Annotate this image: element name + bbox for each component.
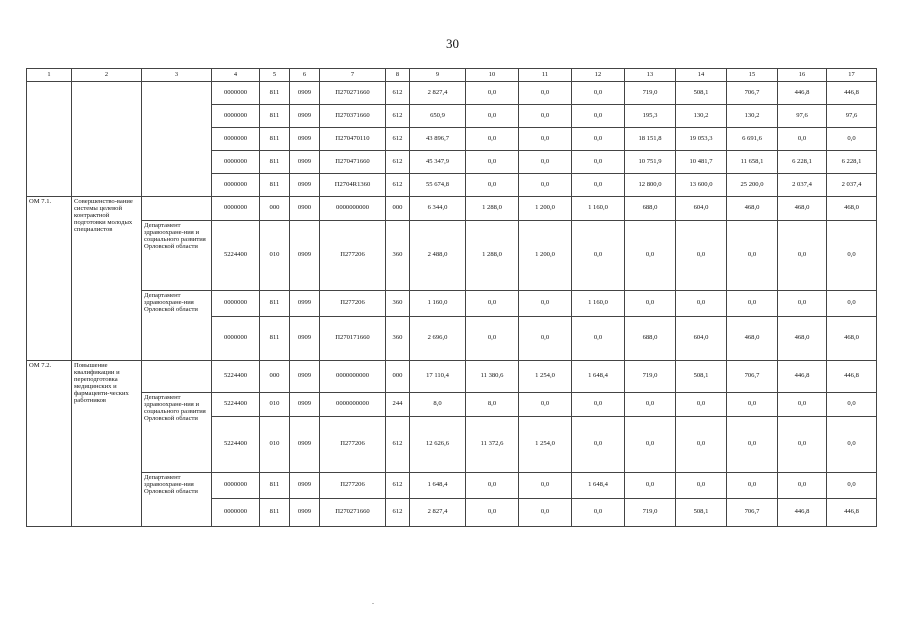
table-cell: 0,0 (778, 473, 827, 499)
table-cell: 0,0 (466, 82, 519, 105)
table-cell: 0,0 (727, 473, 778, 499)
table-cell: 0,0 (466, 174, 519, 197)
table-cell: 1 648,4 (410, 473, 466, 499)
measure-code: ОМ 7.2. (27, 361, 72, 527)
table-cell: П2704R1360 (320, 174, 386, 197)
table-cell: 0909 (290, 417, 320, 473)
table-cell: 446,8 (827, 361, 877, 393)
table-cell: 0,0 (676, 393, 727, 417)
table-cell: 0,0 (466, 128, 519, 151)
table-cell: 612 (386, 151, 410, 174)
column-number: 3 (142, 69, 212, 82)
table-cell: 10 751,9 (625, 151, 676, 174)
table-cell: 446,8 (778, 82, 827, 105)
table-cell: П277206 (320, 473, 386, 499)
table-cell: 0,0 (519, 393, 572, 417)
table-cell: 1 200,0 (519, 221, 572, 291)
table-cell: П270371660 (320, 105, 386, 128)
table-body (27, 69, 877, 527)
table-cell: 0000000 (212, 105, 260, 128)
table-cell: 000 (260, 361, 290, 393)
table-cell: 811 (260, 105, 290, 128)
table-cell: 468,0 (727, 197, 778, 221)
table-cell: 811 (260, 128, 290, 151)
table-cell: 0,0 (778, 417, 827, 473)
table-cell: 508,1 (676, 82, 727, 105)
continued-name-cell (72, 82, 142, 197)
table-cell: 0999 (290, 291, 320, 317)
table-cell: 0,0 (625, 417, 676, 473)
column-number: 15 (727, 69, 778, 82)
table-cell: 0,0 (519, 499, 572, 527)
column-number: 5 (260, 69, 290, 82)
table-cell: 0,0 (519, 317, 572, 361)
table-cell: 468,0 (827, 197, 877, 221)
table-cell: 612 (386, 128, 410, 151)
executor-name: Департамент здравоохране-ния Орловской области (142, 473, 212, 527)
table-cell: 0,0 (519, 473, 572, 499)
table-cell: 0,0 (778, 393, 827, 417)
measure-total-row (27, 361, 877, 393)
table-cell: 0000000 (212, 197, 260, 221)
table-cell: 010 (260, 393, 290, 417)
table-cell: 55 674,8 (410, 174, 466, 197)
table-cell: 97,6 (827, 105, 877, 128)
column-number: 2 (72, 69, 142, 82)
column-number: 13 (625, 69, 676, 82)
table-cell: 0,0 (572, 417, 625, 473)
table-cell: 0,0 (727, 417, 778, 473)
table-cell: 5224400 (212, 393, 260, 417)
table-cell: 1 200,0 (519, 197, 572, 221)
table-cell: 719,0 (625, 82, 676, 105)
measure-name: Повышение квалификации и переподготовка медицинских и фармацевти-ческих работников (72, 361, 142, 527)
table-cell: 0,0 (727, 221, 778, 291)
table-cell: 10 481,7 (676, 151, 727, 174)
table-cell: 0,0 (519, 291, 572, 317)
table-cell: 000 (260, 197, 290, 221)
table-cell: 0909 (290, 82, 320, 105)
table-cell: 0,0 (519, 128, 572, 151)
table-cell: 811 (260, 291, 290, 317)
table-cell: 0,0 (572, 393, 625, 417)
table-cell: 0909 (290, 393, 320, 417)
table-cell: 0000000000 (320, 393, 386, 417)
table-cell: 0,0 (519, 82, 572, 105)
column-number: 10 (466, 69, 519, 82)
table-cell: 2 827,4 (410, 499, 466, 527)
table-cell: 508,1 (676, 499, 727, 527)
table-cell: 11 372,6 (466, 417, 519, 473)
measure-name: Совершенство-вание системы целевой контрактной подготовки молодых специалистов (72, 197, 142, 361)
measure-executor-empty (142, 361, 212, 393)
table-cell: 0,0 (778, 128, 827, 151)
table-cell: 612 (386, 473, 410, 499)
column-number: 1 (27, 69, 72, 82)
table-cell: 1 160,0 (572, 197, 625, 221)
table-cell: 0909 (290, 499, 320, 527)
table-cell: 0,0 (676, 291, 727, 317)
table-cell: 0000000000 (320, 197, 386, 221)
table-cell: 12 800,0 (625, 174, 676, 197)
table-cell: 17 110,4 (410, 361, 466, 393)
table-cell: 6 228,1 (778, 151, 827, 174)
table-cell: 612 (386, 105, 410, 128)
table-cell: 811 (260, 82, 290, 105)
table-cell: 508,1 (676, 361, 727, 393)
table-cell: 0,0 (676, 417, 727, 473)
table-cell: 468,0 (827, 317, 877, 361)
table-cell: 18 151,8 (625, 128, 676, 151)
table-cell: П270271660 (320, 499, 386, 527)
table-cell: 0,0 (827, 417, 877, 473)
table-cell: 688,0 (625, 317, 676, 361)
budget-table (26, 68, 877, 527)
table-cell: 0,0 (625, 221, 676, 291)
table-cell: 0,0 (727, 291, 778, 317)
table-cell: 0,0 (466, 473, 519, 499)
column-number: 11 (519, 69, 572, 82)
table-cell: 1 160,0 (410, 291, 466, 317)
table-cell: 0,0 (827, 393, 877, 417)
table-cell: 0,0 (572, 174, 625, 197)
table-cell: 0,0 (572, 317, 625, 361)
table-cell: 2 037,4 (778, 174, 827, 197)
executor-name: Департамент здравоохране-ния и социального развития Орловской области (142, 221, 212, 291)
table-cell: П277206 (320, 417, 386, 473)
table-cell: 0,0 (519, 174, 572, 197)
continued-executor-cell (142, 82, 212, 197)
table-cell: 6 691,6 (727, 128, 778, 151)
table-cell: П277206 (320, 291, 386, 317)
table-cell: 0000000 (212, 499, 260, 527)
table-cell: 1 160,0 (572, 291, 625, 317)
table-cell: 195,3 (625, 105, 676, 128)
table-cell: 0,0 (827, 291, 877, 317)
table-cell: 0,0 (572, 105, 625, 128)
table-cell: 0,0 (519, 105, 572, 128)
table-row (27, 291, 877, 317)
table-cell: 11 658,1 (727, 151, 778, 174)
table-cell: 0,0 (676, 221, 727, 291)
scan-speck (372, 603, 374, 604)
table-cell: 0,0 (625, 393, 676, 417)
table-cell: 0000000 (212, 473, 260, 499)
table-cell: 468,0 (778, 197, 827, 221)
table-cell: 0000000 (212, 128, 260, 151)
table-cell: 446,8 (827, 82, 877, 105)
table-cell: 0,0 (572, 221, 625, 291)
table-cell: 360 (386, 291, 410, 317)
column-number: 16 (778, 69, 827, 82)
table-cell: 719,0 (625, 361, 676, 393)
table-cell: 0,0 (572, 499, 625, 527)
measure-executor-empty (142, 197, 212, 221)
table-row (27, 82, 877, 105)
table-cell: 8,0 (410, 393, 466, 417)
table-cell: 000 (386, 197, 410, 221)
table-cell: 0000000 (212, 151, 260, 174)
table-cell: 11 380,6 (466, 361, 519, 393)
column-number-row (27, 69, 877, 82)
table-cell: 604,0 (676, 317, 727, 361)
table-cell: 1 254,0 (519, 417, 572, 473)
table-cell: 446,8 (778, 499, 827, 527)
table-cell: 010 (260, 221, 290, 291)
measure-code: ОМ 7.1. (27, 197, 72, 361)
table-cell: 446,8 (827, 499, 877, 527)
table-cell: 130,2 (676, 105, 727, 128)
table-cell: 2 827,4 (410, 82, 466, 105)
table-cell: 25 200,0 (727, 174, 778, 197)
table-cell: 706,7 (727, 499, 778, 527)
table-cell: 5224400 (212, 221, 260, 291)
table-cell: 360 (386, 221, 410, 291)
table-cell: 010 (260, 417, 290, 473)
table-cell: 0909 (290, 361, 320, 393)
table-cell: 612 (386, 174, 410, 197)
table-cell: 446,8 (778, 361, 827, 393)
table-cell: 5224400 (212, 417, 260, 473)
table-cell: 0,0 (676, 473, 727, 499)
table-cell: 0909 (290, 128, 320, 151)
table-row (27, 221, 877, 291)
table-cell: 6 344,0 (410, 197, 466, 221)
table-cell: 0,0 (827, 128, 877, 151)
column-number: 8 (386, 69, 410, 82)
executor-name: Департамент здравоохране-ния и социального развития Орловской области (142, 393, 212, 473)
table-cell: 0,0 (466, 151, 519, 174)
table-cell: 2 488,0 (410, 221, 466, 291)
table-cell: 1 288,0 (466, 197, 519, 221)
table-cell: 468,0 (778, 317, 827, 361)
executor-name: Департамент здравоохране-ния Орловской области (142, 291, 212, 361)
table-cell: 12 626,6 (410, 417, 466, 473)
table-cell: 0,0 (827, 221, 877, 291)
table-cell: 612 (386, 499, 410, 527)
table-cell: П270271660 (320, 82, 386, 105)
table-cell: П277206 (320, 221, 386, 291)
table-cell: 0,0 (466, 499, 519, 527)
table-cell: П270470110 (320, 128, 386, 151)
table-cell: 0,0 (572, 82, 625, 105)
table-cell: 612 (386, 82, 410, 105)
measure-total-row (27, 197, 877, 221)
table-cell: 0909 (290, 151, 320, 174)
table-cell: 130,2 (727, 105, 778, 128)
table-cell: 0909 (290, 105, 320, 128)
table-cell: 0000000 (212, 317, 260, 361)
table-cell: 0909 (290, 473, 320, 499)
table-cell: 719,0 (625, 499, 676, 527)
table-cell: 0900 (290, 197, 320, 221)
table-row (27, 393, 877, 417)
table-cell: 0909 (290, 221, 320, 291)
table-cell: 2 696,0 (410, 317, 466, 361)
table-cell: 0,0 (778, 291, 827, 317)
table-cell: 0,0 (778, 221, 827, 291)
table-cell: 1 254,0 (519, 361, 572, 393)
column-number: 6 (290, 69, 320, 82)
continued-code-cell (27, 82, 72, 197)
table-cell: 468,0 (727, 317, 778, 361)
table-cell: 612 (386, 417, 410, 473)
column-number: 17 (827, 69, 877, 82)
table-cell: 0909 (290, 174, 320, 197)
table-cell: 811 (260, 174, 290, 197)
table-cell: 43 896,7 (410, 128, 466, 151)
table-cell: 706,7 (727, 361, 778, 393)
table-cell: 2 037,4 (827, 174, 877, 197)
table-cell: П270171660 (320, 317, 386, 361)
table-cell: 811 (260, 151, 290, 174)
table-cell: 0,0 (466, 317, 519, 361)
column-number: 4 (212, 69, 260, 82)
table-cell: 811 (260, 473, 290, 499)
table-cell: 0,0 (727, 393, 778, 417)
page-number: 30 (446, 36, 459, 51)
table-cell: 360 (386, 317, 410, 361)
table-cell: 97,6 (778, 105, 827, 128)
table-cell: 0,0 (827, 473, 877, 499)
column-number: 9 (410, 69, 466, 82)
table-cell: 0000000 (212, 291, 260, 317)
table-cell: 13 600,0 (676, 174, 727, 197)
table-row (27, 473, 877, 499)
table-cell: П270471660 (320, 151, 386, 174)
table-cell: 0000000000 (320, 361, 386, 393)
table-cell: 6 228,1 (827, 151, 877, 174)
table-cell: 000 (386, 361, 410, 393)
table-cell: 811 (260, 499, 290, 527)
table-cell: 0,0 (466, 105, 519, 128)
table-cell: 0000000 (212, 82, 260, 105)
table-cell: 688,0 (625, 197, 676, 221)
column-number: 7 (320, 69, 386, 82)
table-cell: 0,0 (625, 291, 676, 317)
table-cell: 706,7 (727, 82, 778, 105)
table-cell: 0,0 (572, 151, 625, 174)
table-cell: 1 288,0 (466, 221, 519, 291)
table-cell: 811 (260, 317, 290, 361)
table-cell: 0,0 (519, 151, 572, 174)
table-cell: 1 648,4 (572, 473, 625, 499)
table-cell: 0000000 (212, 174, 260, 197)
table-cell: 244 (386, 393, 410, 417)
table-cell: 1 648,4 (572, 361, 625, 393)
table-cell: 604,0 (676, 197, 727, 221)
table-cell: 45 347,9 (410, 151, 466, 174)
table-cell: 0,0 (572, 128, 625, 151)
table-cell: 5224400 (212, 361, 260, 393)
table-cell: 8,0 (466, 393, 519, 417)
column-number: 14 (676, 69, 727, 82)
column-number: 12 (572, 69, 625, 82)
table-cell: 19 053,3 (676, 128, 727, 151)
table-cell: 0,0 (466, 291, 519, 317)
table-cell: 650,9 (410, 105, 466, 128)
table-cell: 0,0 (625, 473, 676, 499)
table-cell: 0909 (290, 317, 320, 361)
